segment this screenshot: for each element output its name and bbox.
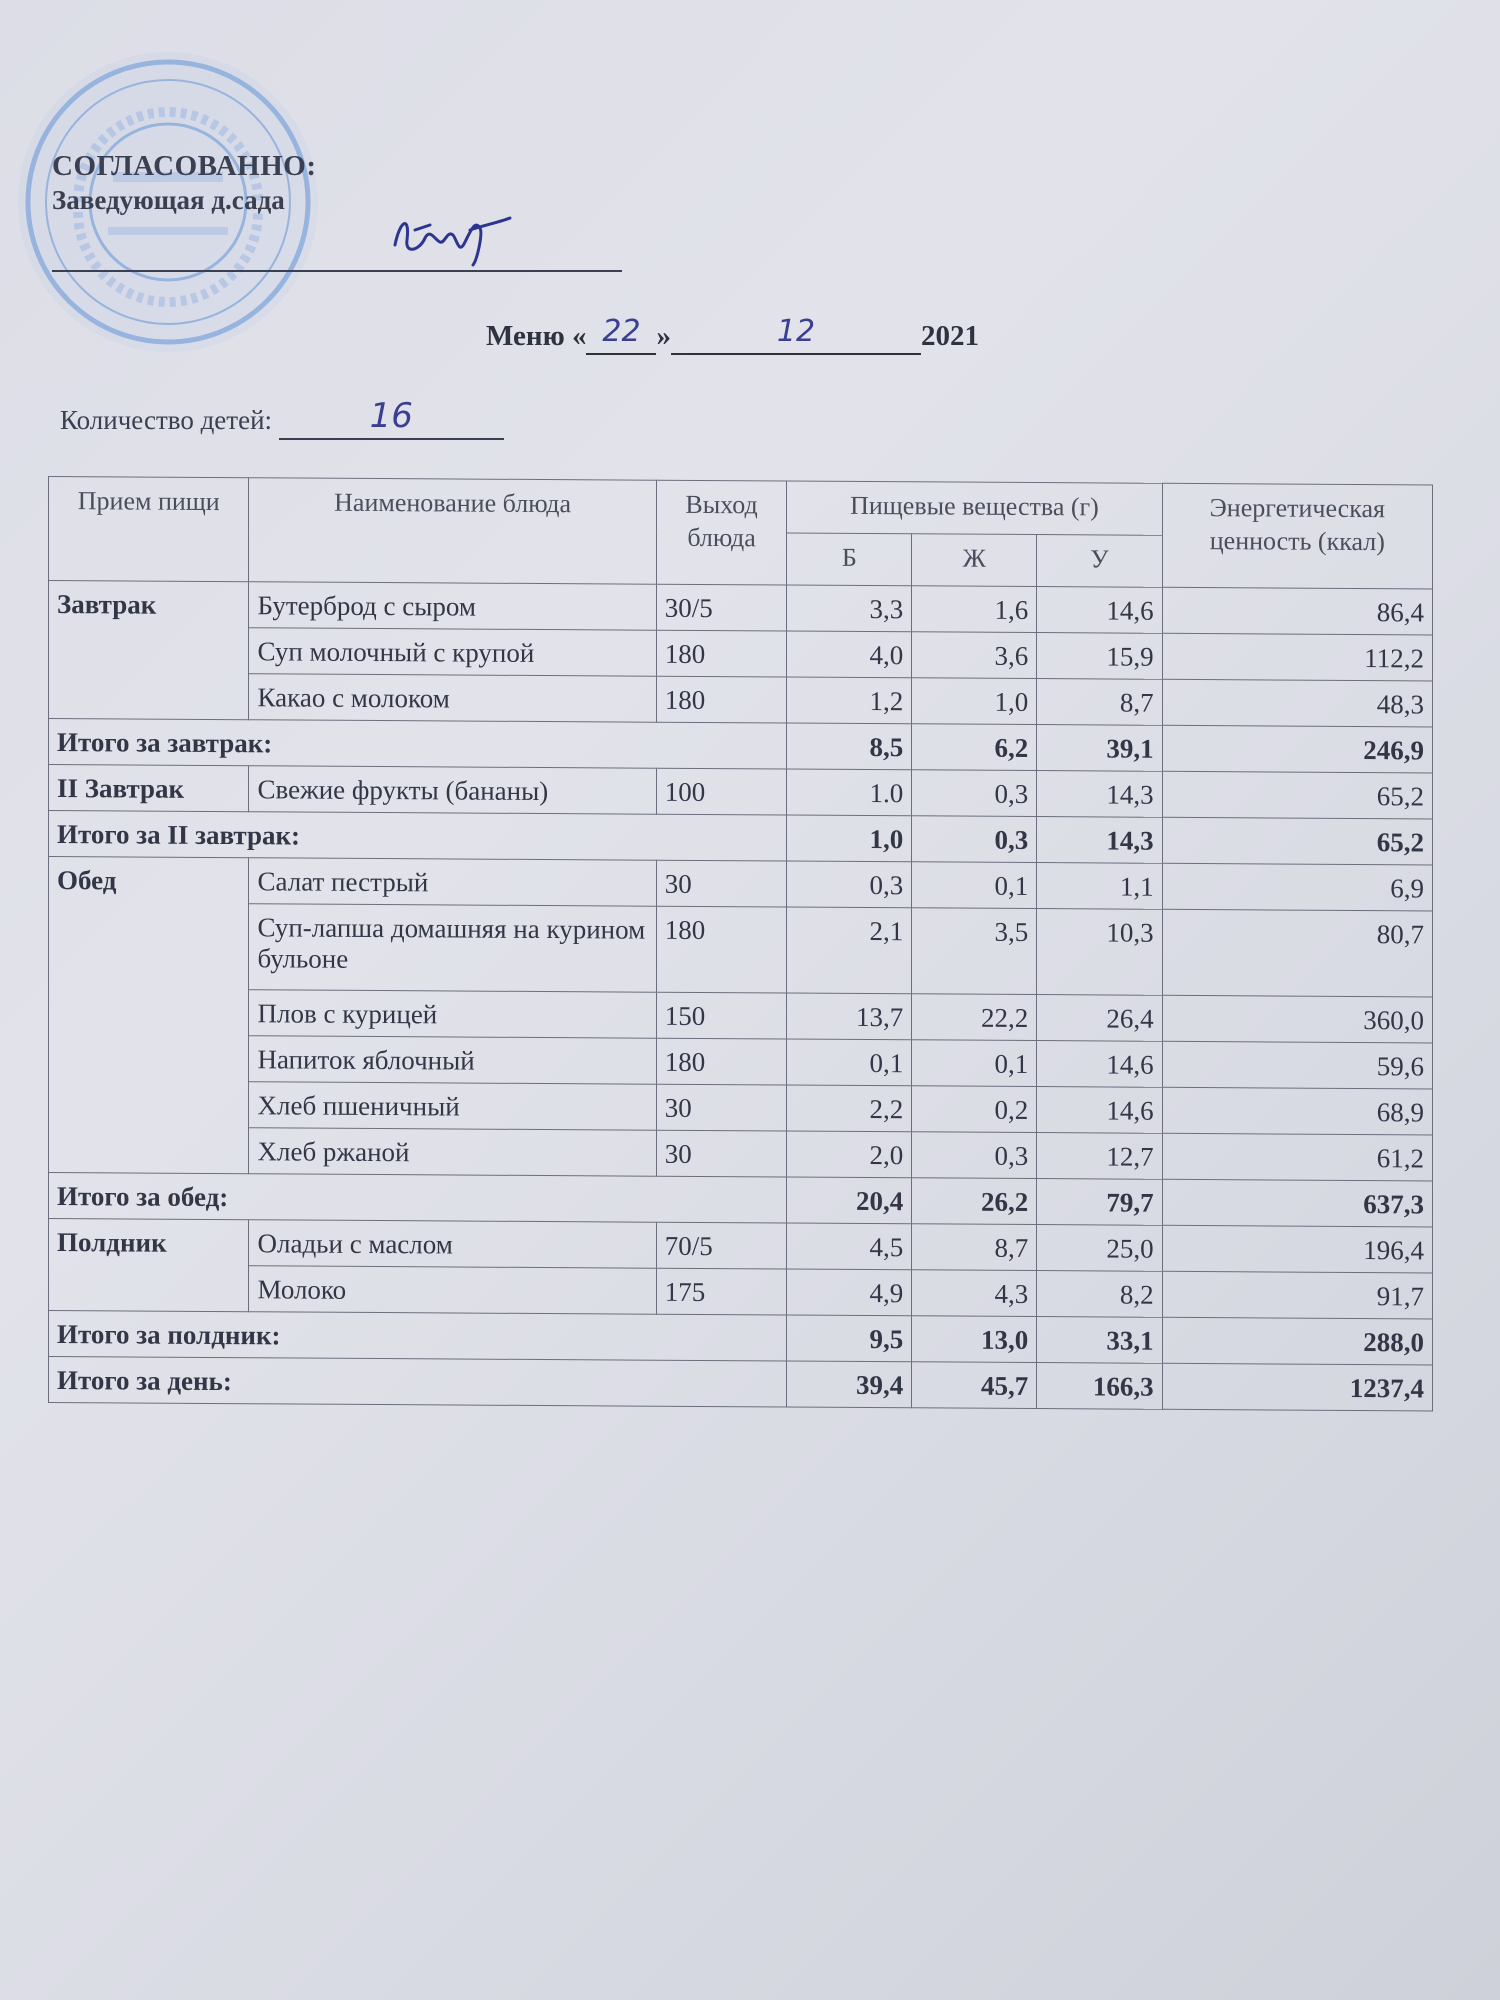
total-protein: 20,4 [787,1177,912,1224]
dish-name: Хлеб ржаной [249,1128,656,1176]
menu-month-value: 12 [776,314,816,349]
total-fat: 0,3 [912,816,1037,863]
total-label: Итого за завтрак: [49,719,787,770]
protein-value: 4,5 [787,1223,912,1270]
day-total-carbs: 166,3 [1037,1363,1162,1410]
header-output: Выход блюда [656,480,787,585]
carbs-value: 8,2 [1037,1271,1162,1318]
protein-value: 0,3 [787,861,912,908]
dish-name: Суп-лапша домашняя на курином бульоне [249,904,656,992]
day-total-fat: 45,7 [912,1362,1037,1409]
menu-day-value: 22 [602,314,641,349]
protein-value: 13,7 [787,993,912,1040]
total-label: Итого за II завтрак: [49,811,787,862]
fat-value: 0,1 [912,1040,1037,1087]
energy-value: 65,2 [1162,771,1432,819]
protein-value: 2,0 [787,1131,912,1178]
dish-name: Плов с курицей [249,990,656,1038]
carbs-value: 25,0 [1037,1225,1162,1272]
day-total-label: Итого за день: [49,1357,787,1408]
dish-output: 70/5 [656,1222,787,1269]
fat-value: 0,2 [912,1086,1037,1133]
table-header-row [49,477,1433,537]
carbs-value: 26,4 [1037,995,1162,1042]
dish-output: 180 [656,676,787,723]
header-protein: Б [787,533,912,586]
meal-name: Завтрак [49,581,249,720]
dish-output: 30/5 [656,584,787,631]
total-fat: 13,0 [912,1316,1037,1363]
total-label: Итого за обед: [49,1173,787,1224]
energy-value: 68,9 [1162,1087,1432,1135]
children-count-field [279,398,504,440]
protein-value: 2,2 [787,1085,912,1132]
fat-value: 3,6 [912,632,1037,679]
dish-name: Хлеб пшеничный [249,1082,656,1130]
energy-value: 6,9 [1162,863,1432,911]
carbs-value: 15,9 [1037,633,1162,680]
energy-value: 80,7 [1162,909,1432,997]
total-protein: 9,5 [787,1315,912,1362]
dish-name: Суп молочный с крупой [249,628,656,676]
header-meal: Прием пищи [49,477,249,582]
total-label: Итого за полдник: [49,1311,787,1362]
total-carbs: 79,7 [1037,1179,1162,1226]
energy-value: 112,2 [1162,633,1432,681]
carbs-value: 1,1 [1037,863,1162,910]
dish-output: 30 [656,860,787,907]
fat-value: 8,7 [912,1224,1037,1271]
menu-title [486,314,979,355]
menu-year: 2021 [920,320,979,352]
menu-title-mid: » [656,320,671,352]
protein-value: 1,2 [787,677,912,724]
total-fat: 6,2 [912,724,1037,771]
dish-name: Напиток яблочный [249,1036,656,1084]
dish-output: 30 [656,1130,787,1177]
total-carbs: 39,1 [1037,725,1162,772]
total-energy: 65,2 [1162,817,1432,865]
energy-value: 360,0 [1162,995,1432,1043]
carbs-value: 14,3 [1037,771,1162,818]
dish-output: 180 [656,1038,787,1085]
dish-name: Какао с молоком [249,674,656,722]
approval-block [52,150,316,216]
carbs-value: 14,6 [1037,587,1162,634]
energy-value: 91,7 [1162,1271,1432,1319]
carbs-value: 14,6 [1037,1041,1162,1088]
header-nutrients: Пищевые вещества (г) [787,481,1162,535]
children-count-value: 16 [369,396,413,436]
table-row [49,903,1433,997]
protein-value: 0,1 [787,1039,912,1086]
dish-name: Оладьи с маслом [249,1220,656,1268]
energy-value: 48,3 [1162,679,1432,727]
total-protein: 8,5 [787,723,912,770]
dish-output: 180 [656,630,787,677]
fat-value: 0,3 [912,1132,1037,1179]
dish-output: 180 [656,906,787,993]
carbs-value: 10,3 [1037,909,1162,996]
header-fat: Ж [912,534,1037,587]
header-energy: Энергетическая ценность (ккал) [1162,483,1432,589]
day-total-energy: 1237,4 [1162,1363,1432,1411]
protein-value: 4,0 [787,631,912,678]
menu-day-field [586,314,656,355]
handwritten-signature [385,200,515,270]
energy-value: 59,6 [1162,1041,1432,1089]
energy-value: 61,2 [1162,1133,1432,1181]
menu-month-field [671,314,921,355]
approval-position: Заведующая д.сада [52,185,285,215]
fat-value: 22,2 [912,994,1037,1041]
menu-table [48,476,1433,1411]
children-count [60,398,504,440]
energy-value: 86,4 [1162,587,1432,635]
total-energy: 288,0 [1162,1317,1432,1365]
total-carbs: 33,1 [1037,1317,1162,1364]
carbs-value: 12,7 [1037,1133,1162,1180]
dish-name: Молоко [249,1266,656,1314]
fat-value: 4,3 [912,1270,1037,1317]
meal-name: Обед [49,857,249,1174]
dish-output: 100 [656,768,787,815]
header-carbs: У [1037,535,1162,588]
total-energy: 246,9 [1162,725,1432,773]
protein-value: 2,1 [787,907,912,994]
fat-value: 1,0 [912,678,1037,725]
total-energy: 637,3 [1162,1179,1432,1227]
fat-value: 1,6 [912,586,1037,633]
dish-output: 175 [656,1268,787,1315]
protein-value: 3,3 [787,585,912,632]
dish-output: 150 [656,992,787,1039]
header-dish: Наименование блюда [249,478,656,584]
protein-value: 4,9 [787,1269,912,1316]
dish-name: Салат пестрый [249,858,656,906]
carbs-value: 14,6 [1037,1087,1162,1134]
dish-name: Свежие фрукты (бананы) [249,766,656,814]
carbs-value: 8,7 [1037,679,1162,726]
menu-title-prefix: Меню « [486,320,587,352]
fat-value: 3,5 [912,908,1037,995]
day-total-protein: 39,4 [787,1361,912,1408]
energy-value: 196,4 [1162,1225,1432,1273]
fat-value: 0,1 [912,862,1037,909]
protein-value: 1.0 [787,769,912,816]
meal-name: II Завтрак [49,765,249,812]
children-count-label: Количество детей: [60,405,273,435]
day-total-row [49,1357,1433,1411]
total-carbs: 14,3 [1037,817,1162,864]
dish-output: 30 [656,1084,787,1131]
approval-heading: СОГЛАСОВАННО: [52,150,317,182]
total-protein: 1,0 [787,815,912,862]
total-fat: 26,2 [912,1178,1037,1225]
meal-name: Полдник [49,1219,249,1312]
signature-line [52,270,622,272]
dish-name: Бутерброд с сыром [249,582,656,630]
fat-value: 0,3 [912,770,1037,817]
